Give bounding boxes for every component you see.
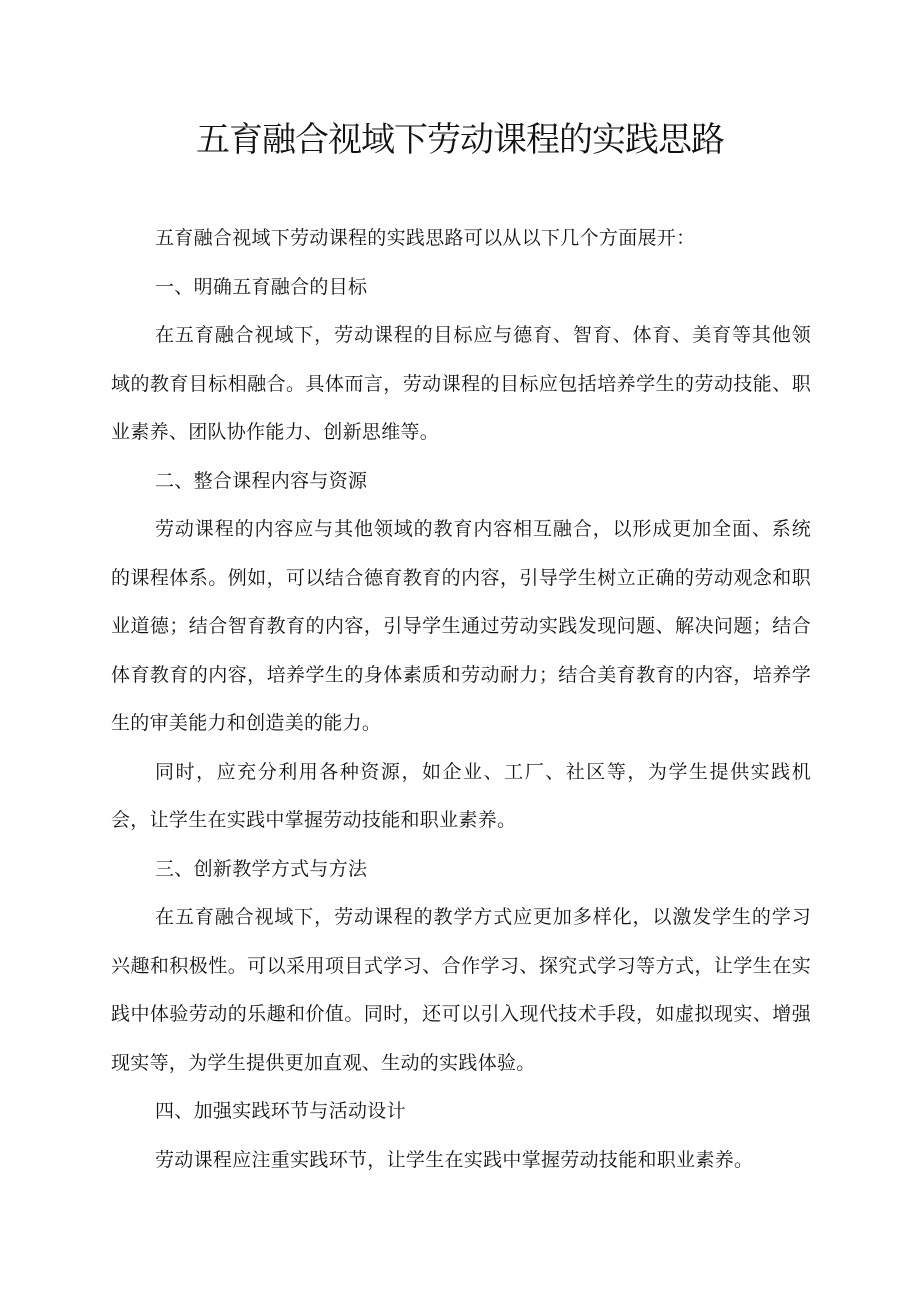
section-heading-2: 二、整合课程内容与资源 — [155, 469, 368, 492]
section-heading-3: 三、创新教学方式与方法 — [155, 857, 368, 880]
section-3-paragraph-1: 在五育融合视域下，劳动课程的教学方式应更加多样化，以激发学生的学习兴趣和积极性。可以采用项目式学习、合作学习、探究式学习等方式，让学生在实践中体验劳动的乐趣和价值。同时，还可以引入现代技术手段，如虚拟现实、增强现实等，为学生提供更加直观、生动的实践体验。 — [111, 906, 811, 1074]
section-2-paragraph-2: 同时，应充分利用各种资源，如企业、工厂、社区等，为学生提供实践机会，让学生在实践中掌握劳动技能和职业素养。 — [111, 760, 811, 831]
section-heading-4: 四、加强实践环节与活动设计 — [155, 1100, 406, 1122]
section-2-paragraph-1: 劳动课程的内容应与其他领域的教育内容相互融合，以形成更加全面、系统的课程体系。例如，可以结合德育教育的内容，引导学生树立正确的劳动观念和职业道德；结合智育教育的内容，引导学生通过劳动实践发现问题、解决问题；结合体育教育的内容，培养学生的身体素质和劳动耐力；结合美育教育的内容，培养学生的审美能力和创造美的能力。 — [111, 518, 811, 734]
section-4-paragraph-1: 劳动课程应注重实践环节，让学生在实践中掌握劳动技能和职业素养。 — [155, 1148, 754, 1171]
document-body — [111, 214, 811, 1184]
section-heading-1: 一、明确五育融合的目标 — [155, 275, 368, 298]
document-title: 五育融合视域下劳动课程的实践思路 — [196, 120, 724, 160]
section-1-paragraph-1: 在五育融合视域下，劳动课程的目标应与德育、智育、体育、美育等其他领域的教育目标相融合。具体而言，劳动课程的目标应包括培养学生的劳动技能、职业素养、团队协作能力、创新思维等。 — [111, 324, 811, 443]
intro-paragraph: 五育融合视域下劳动课程的实践思路可以从以下几个方面展开： — [155, 227, 696, 249]
